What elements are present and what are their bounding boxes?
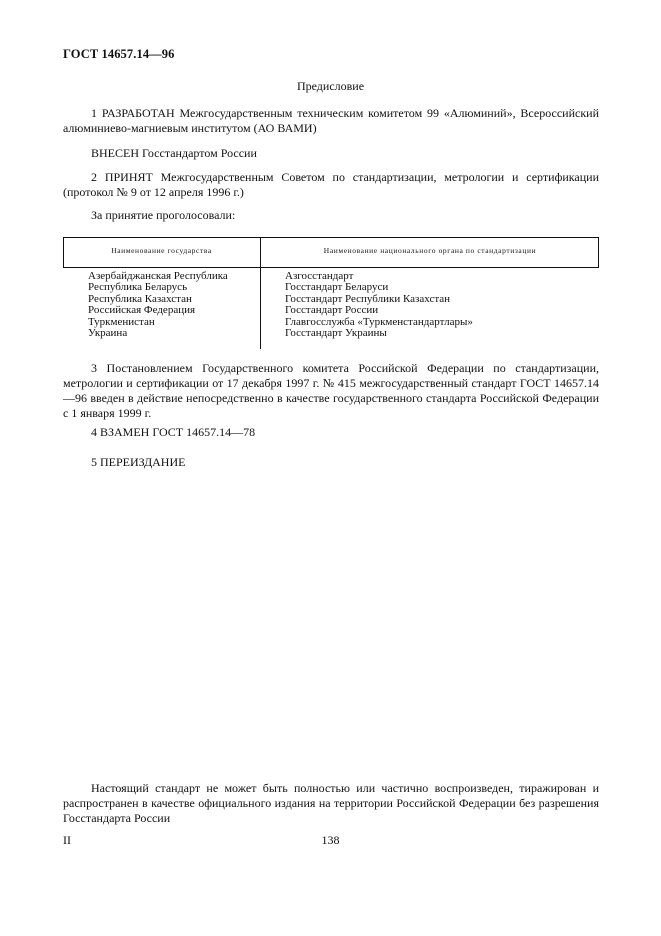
table-column-states <box>88 271 258 339</box>
table-top-border <box>63 237 599 238</box>
table-cell-state: Российская Федерация <box>88 304 196 317</box>
paragraph-replaces: 4 ВЗАМЕН ГОСТ 14657.14—78 <box>91 425 256 439</box>
table-cell-body: Азгосстандарт <box>285 270 354 282</box>
voting-table <box>63 237 599 349</box>
table-header-body: Наименование национального органа по стандартизации <box>323 246 537 255</box>
table-header-border <box>63 267 599 268</box>
table-cell-body: Госстандарт Украины <box>285 327 387 340</box>
table-cell-body: Госстандарт Беларуси <box>285 281 389 294</box>
page-title: Предисловие <box>296 79 365 93</box>
table-cell-state: Республика Казахстан <box>88 292 192 305</box>
table-column-bodies <box>285 271 595 339</box>
paragraph-accepted: 2 ПРИНЯТ Межгосударственным Советом по стандартизации, метрологии и сертификации (протокол № 9 от 12 апреля 1996 г.) <box>63 170 599 199</box>
paragraph-copyright: Настоящий стандарт не может быть полностью или частично воспроизведен, тиражирован и распространен в качестве официального издания на территории Российской Федерации без разрешения Госстандарта России <box>63 781 599 825</box>
table-cell-body: Госстандарт Республики Казахстан <box>285 292 451 305</box>
paragraph-reissue: 5 ПЕРЕИЗДАНИЕ <box>91 455 186 469</box>
page-number: 138 <box>321 833 340 847</box>
roman-page-number: II <box>63 833 71 847</box>
standard-code-header: ГОСТ 14657.14—96 <box>63 47 175 61</box>
table-cell-state: Республика Беларусь <box>88 281 188 294</box>
paragraph-voted: За принятие проголосовали: <box>91 208 236 222</box>
table-cell-body: Главгосслужба «Туркменстандартлары» <box>285 315 473 328</box>
paragraph-developed: 1 РАЗРАБОТАН Межгосударственным техническим комитетом 99 «Алюминий», Всероссийский алюминиево-магниевым институтом (АО ВАМИ) <box>63 106 599 135</box>
table-cell-state: Азербайджанская Республика <box>88 270 228 282</box>
table-header-state: Наименование государства <box>111 246 212 255</box>
paragraph-introduced: ВНЕСЕН Госстандартом России <box>91 146 257 160</box>
paragraph-decree: 3 Постановлением Государственного комитета Российской Федерации по стандартизации, метрологии и сертификации от 17 декабря 1997 г. № 415 межгосударственный стандарт ГОСТ 14657.14—96 введен в действие непосредственно в качестве государственного стандарта Российской Федерации с 1 января 1999 г. <box>63 361 599 420</box>
table-cell-body: Госстандарт России <box>285 304 379 317</box>
table-cell-state: Туркменистан <box>88 315 155 328</box>
table-cell-state: Украина <box>88 327 128 340</box>
